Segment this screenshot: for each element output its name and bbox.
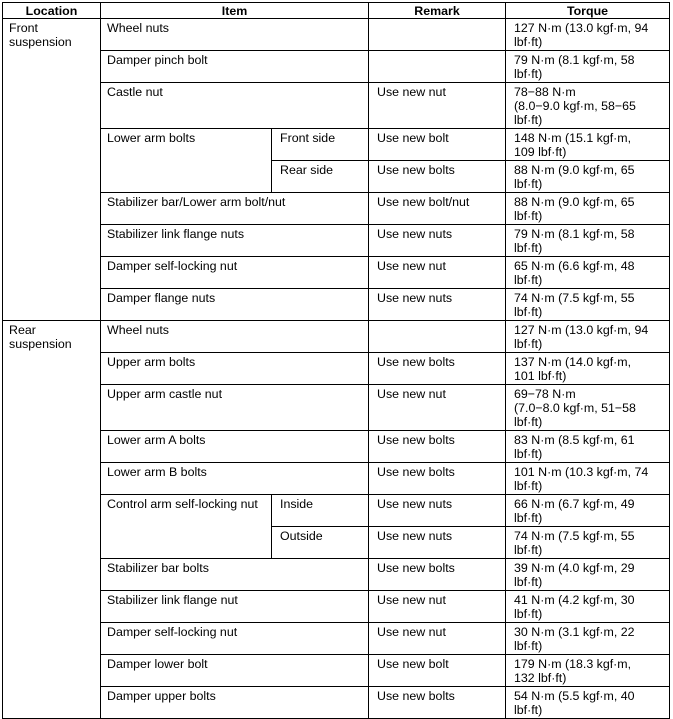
table-row <box>3 559 670 591</box>
torque-cell <box>506 51 670 83</box>
header-item: Item <box>101 3 369 19</box>
table-row <box>3 19 670 51</box>
item-cell: Stabilizer bar/Lower arm bolt/nut <box>101 193 369 225</box>
remark-cell: Use new nut <box>369 257 506 289</box>
remark-cell: Use new bolts <box>369 687 506 719</box>
torque-cell <box>506 623 670 655</box>
torque-line: 65 N·m (6.6 kgf·m, 48 <box>514 259 635 273</box>
remark-cell: Use new nut <box>369 83 506 129</box>
torque-line: 101 N·m (10.3 kgf·m, 74 <box>514 465 649 479</box>
torque-line: lbf·ft) <box>514 575 543 589</box>
torque-cell <box>506 161 670 193</box>
torque-cell <box>506 559 670 591</box>
torque-line: 30 N·m (3.1 kgf·m, 22 <box>514 625 635 639</box>
remark-cell <box>369 321 506 353</box>
table-row <box>3 257 670 289</box>
table-row <box>3 129 670 161</box>
torque-line: lbf·ft) <box>514 35 543 49</box>
sub-item-cell: Inside <box>272 495 369 527</box>
table-row <box>3 321 670 353</box>
sub-item-cell: Front side <box>272 129 369 161</box>
remark-cell: Use new nuts <box>369 289 506 321</box>
remark-cell: Use new nuts <box>369 225 506 257</box>
remark-cell: Use new bolts <box>369 463 506 495</box>
item-cell: Control arm self-locking nut <box>101 495 272 559</box>
item-cell: Damper flange nuts <box>101 289 369 321</box>
torque-cell <box>506 463 670 495</box>
torque-line: lbf·ft) <box>514 479 543 493</box>
torque-cell <box>506 353 670 385</box>
torque-line: 66 N·m (6.7 kgf·m, 49 <box>514 497 635 511</box>
remark-cell: Use new bolt <box>369 129 506 161</box>
location-line: suspension <box>9 35 72 49</box>
torque-cell <box>506 289 670 321</box>
torque-line: 79 N·m (8.1 kgf·m, 58 <box>514 227 635 241</box>
torque-cell <box>506 385 670 431</box>
torque-line: 137 N·m (14.0 kgf·m, <box>514 355 632 369</box>
header-torque: Torque <box>506 3 670 19</box>
torque-cell <box>506 225 670 257</box>
header-row <box>3 3 670 19</box>
remark-cell: Use new nut <box>369 591 506 623</box>
remark-cell: Use new nut <box>369 385 506 431</box>
torque-line: lbf·ft) <box>514 607 543 621</box>
torque-line: lbf·ft) <box>514 67 543 81</box>
item-cell: Stabilizer link flange nuts <box>101 225 369 257</box>
torque-line: 79 N·m (8.1 kgf·m, 58 <box>514 53 635 67</box>
item-cell: Lower arm B bolts <box>101 463 369 495</box>
location-line: Rear <box>9 323 36 337</box>
remark-cell: Use new bolt <box>369 655 506 687</box>
torque-line: (7.0−8.0 kgf·m, 51−58 <box>514 401 636 415</box>
table-row <box>3 193 670 225</box>
item-cell: Lower arm bolts <box>101 129 272 193</box>
torque-line: lbf·ft) <box>514 543 543 557</box>
remark-cell: Use new bolt/nut <box>369 193 506 225</box>
table-row <box>3 495 670 527</box>
torque-line: lbf·ft) <box>514 703 543 717</box>
torque-line: 179 N·m (18.3 kgf·m, <box>514 657 632 671</box>
item-cell: Stabilizer link flange nut <box>101 591 369 623</box>
torque-cell <box>506 129 670 161</box>
table-row <box>3 225 670 257</box>
torque-cell <box>506 193 670 225</box>
table-row <box>3 51 670 83</box>
table-row <box>3 431 670 463</box>
torque-line: 69−78 N·m <box>514 387 576 401</box>
table-row <box>3 687 670 719</box>
torque-line: 109 lbf·ft) <box>514 145 567 159</box>
remark-cell: Use new nuts <box>369 495 506 527</box>
torque-line: lbf·ft) <box>514 273 543 287</box>
sub-item-cell: Rear side <box>272 161 369 193</box>
item-cell: Wheel nuts <box>101 19 369 51</box>
item-cell: Wheel nuts <box>101 321 369 353</box>
torque-line: 88 N·m (9.0 kgf·m, 65 <box>514 163 635 177</box>
location-line: suspension <box>9 337 72 351</box>
remark-cell: Use new bolts <box>369 559 506 591</box>
remark-cell: Use new bolts <box>369 353 506 385</box>
torque-line: lbf·ft) <box>514 337 543 351</box>
torque-line: lbf·ft) <box>514 415 543 429</box>
remark-cell <box>369 51 506 83</box>
item-cell: Damper upper bolts <box>101 687 369 719</box>
location-rear-cell <box>3 321 101 719</box>
header-location: Location <box>3 3 101 19</box>
table-row <box>3 463 670 495</box>
torque-line: 88 N·m (9.0 kgf·m, 65 <box>514 195 635 209</box>
torque-cell <box>506 495 670 527</box>
torque-line: lbf·ft) <box>514 241 543 255</box>
remark-cell: Use new nut <box>369 623 506 655</box>
torque-line: 54 N·m (5.5 kgf·m, 40 <box>514 689 635 703</box>
torque-line: lbf·ft) <box>514 447 543 461</box>
torque-cell <box>506 431 670 463</box>
torque-line: lbf·ft) <box>514 639 543 653</box>
torque-cell <box>506 19 670 51</box>
torque-line: 101 lbf·ft) <box>514 369 567 383</box>
torque-line: 83 N·m (8.5 kgf·m, 61 <box>514 433 635 447</box>
torque-line: lbf·ft) <box>514 511 543 525</box>
remark-cell: Use new bolts <box>369 161 506 193</box>
table-row <box>3 623 670 655</box>
torque-cell <box>506 321 670 353</box>
item-cell: Stabilizer bar bolts <box>101 559 369 591</box>
torque-cell <box>506 687 670 719</box>
torque-line: 78−88 N·m <box>514 85 576 99</box>
table-row <box>3 655 670 687</box>
torque-cell <box>506 591 670 623</box>
remark-cell: Use new bolts <box>369 431 506 463</box>
item-cell: Damper pinch bolt <box>101 51 369 83</box>
torque-cell <box>506 527 670 559</box>
torque-line: (8.0−9.0 kgf·m, 58−65 <box>514 99 636 113</box>
torque-cell <box>506 655 670 687</box>
item-cell: Damper self-locking nut <box>101 257 369 289</box>
item-cell: Lower arm A bolts <box>101 431 369 463</box>
torque-line: lbf·ft) <box>514 305 543 319</box>
header-remark: Remark <box>369 3 506 19</box>
table-row <box>3 353 670 385</box>
item-cell: Damper lower bolt <box>101 655 369 687</box>
torque-line: 127 N·m (13.0 kgf·m, 94 <box>514 323 649 337</box>
torque-line: 74 N·m (7.5 kgf·m, 55 <box>514 291 635 305</box>
item-cell: Damper self-locking nut <box>101 623 369 655</box>
item-cell: Upper arm castle nut <box>101 385 369 431</box>
table-row <box>3 591 670 623</box>
torque-line: 148 N·m (15.1 kgf·m, <box>514 131 632 145</box>
location-front-cell <box>3 19 101 321</box>
torque-line: lbf·ft) <box>514 113 543 127</box>
table-row <box>3 83 670 129</box>
torque-line: 74 N·m (7.5 kgf·m, 55 <box>514 529 635 543</box>
table-row <box>3 289 670 321</box>
torque-line: 41 N·m (4.2 kgf·m, 30 <box>514 593 635 607</box>
location-line: Front <box>9 21 38 35</box>
torque-line: lbf·ft) <box>514 209 543 223</box>
sub-item-cell: Outside <box>272 527 369 559</box>
remark-cell: Use new nuts <box>369 527 506 559</box>
torque-line: 127 N·m (13.0 kgf·m, 94 <box>514 21 649 35</box>
torque-specification-table <box>2 2 670 719</box>
torque-cell <box>506 257 670 289</box>
item-cell: Upper arm bolts <box>101 353 369 385</box>
torque-cell <box>506 83 670 129</box>
torque-line: lbf·ft) <box>514 177 543 191</box>
item-cell: Castle nut <box>101 83 369 129</box>
torque-line: 39 N·m (4.0 kgf·m, 29 <box>514 561 635 575</box>
remark-cell <box>369 19 506 51</box>
torque-line: 132 lbf·ft) <box>514 671 567 685</box>
table-row <box>3 385 670 431</box>
